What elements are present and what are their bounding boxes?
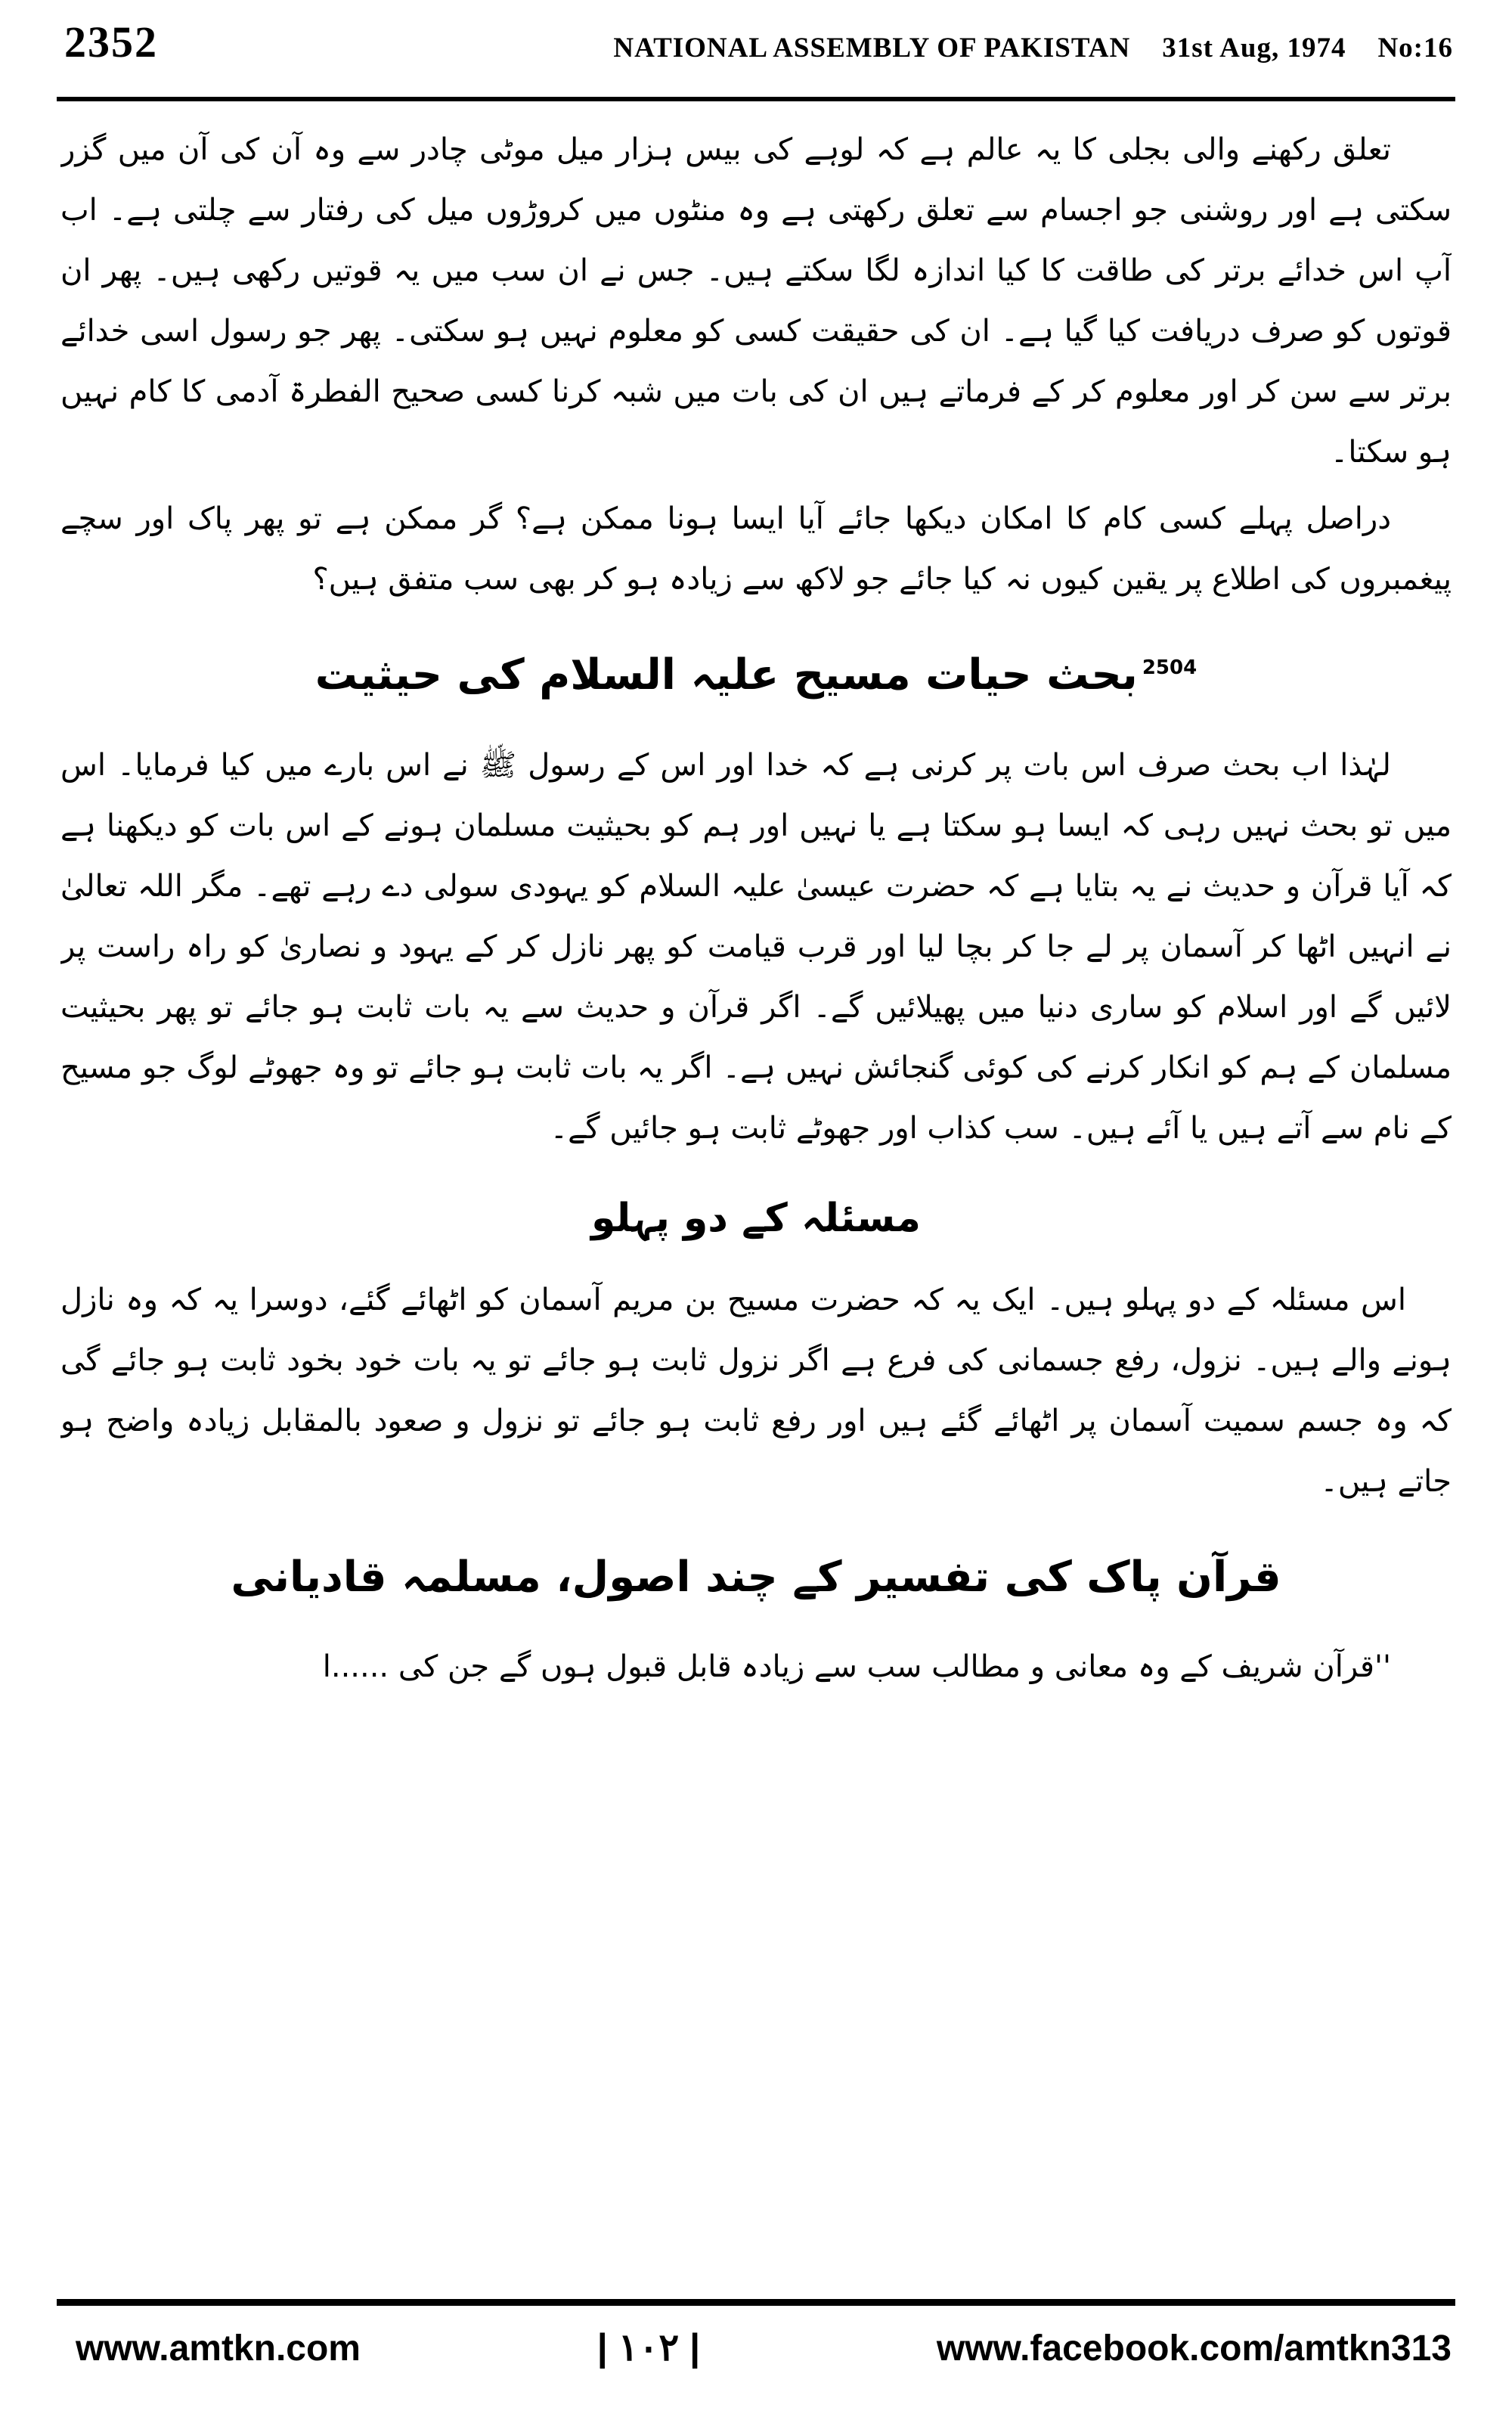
bottom-rule [57,2299,1455,2306]
paragraph-2: دراصل پہلے کسی کام کا امکان دیکھا جائے آیا ایسا ہونا ممکن ہے؟ گر ممکن ہے تو پھر پاک اور سچے پیغمبروں کی اطلاع پر یقین کیوں نہ کیا جائے جو لاکھ سے زیادہ ہو کر بھی سب متفق ہیں؟ [60,501,1452,597]
page-footer [76,2325,1452,2369]
paragraph-5: ''قرآن شریف کے وہ معانی و مطالب سب سے زیادہ قابل قبول ہوں گے جن کی ......ا [322,1649,1391,1685]
page-header [64,17,1453,67]
footer-page-number: | ۱۰۲ | [596,2326,701,2369]
heading-reference-number: 2504 [1142,656,1198,680]
heading-text: بحث حیات مسیح علیہ السلام کی حیثیت [314,650,1138,700]
heading-text: قرآن پاک کی تفسیر کے چند اصول، مسلمہ قادیانی [231,1552,1281,1602]
heading-text: مسئلہ کے دو پہلو [591,1195,921,1241]
section-heading-masih-hayat [60,641,1452,709]
header-title: NATIONAL ASSEMBLY OF PAKISTAN [613,33,1131,64]
footer-facebook-url: www.facebook.com/amtkn313 [936,2328,1452,2369]
top-rule [57,97,1455,101]
paragraph-4: اس مسئلہ کے دو پہلو ہیں۔ ایک یہ کہ حضرت مسیح بن مریم آسمان کو اٹھائے گئے، دوسرا یہ کہ وہ نازل ہونے والے ہیں۔ نزول، رفع جسمانی کی فرع ہے اگر نزول ثابت ہو جائے تو یہ بات خود بخود ثابت ہو جائے گی کہ وہ جسم سمیت آسمان پر اٹھائے گئے ہیں اور رفع ثابت ہو جائے تو نزول و صعود بالمقابل زیادہ واضح ہو جاتے ہیں۔ [60,1282,1452,1499]
section-heading-do-pehlu [60,1187,1452,1250]
paragraph-3: لہٰذا اب بحث صرف اس بات پر کرنی ہے کہ خدا اور اس کے رسول ﷺ نے اس بارے میں کیا فرمایا۔ اس میں تو بحث نہیں رہی کہ ایسا ہو سکتا ہے یا نہیں اور ہم کو بحیثیت مسلمان ہونے کے اس بات کو دیکھنا ہے کہ آیا قرآن و حدیث نے یہ بتایا ہے کہ حضرت عیسیٰ علیہ السلام کو یہودی سولی دے رہے تھے۔ مگر اللہ تعالیٰ نے انہیں اٹھا کر آسمان پر لے جا کر بچا لیا اور قرب قیامت کو پھر نازل کر کے یہود و نصاریٰ کو راہ راست پر لائیں گے اور اسلام کو ساری دنیا میں پھیلائیں گے۔ اگر قرآن و حدیث سے یہ بات ثابت ہو جائے تو پھر بحیثیت مسلمان کے ہم کو انکار کرنے کی کوئی گنجائش نہیں ہے۔ اگر یہ بات ثابت ہو جائے تو وہ جھوٹے لوگ جو مسیح کے نام سے آتے ہیں یا آئے ہیں۔ سب کذاب اور جھوٹے ثابت ہو جائیں گے۔ [60,747,1452,1146]
header-title-group [613,32,1453,64]
section-heading-tafsir-usool [60,1544,1452,1612]
header-issue-number: No:16 [1377,33,1453,64]
document-body [60,119,1452,2284]
header-date: 31st Aug, 1974 [1162,33,1346,64]
page-number: 2352 [64,17,158,67]
footer-website-url: www.amtkn.com [76,2328,361,2369]
paragraph-1: تعلق رکھنے والی بجلی کا یہ عالم ہے کہ لوہے کی بیس ہزار میل موٹی چادر سے وہ آن کی آن میں گزر سکتی ہے اور روشنی جو اجسام سے تعلق رکھتی ہے وہ منٹوں میں کروڑوں میل کی رفتار سے چلتی ہے۔ اب آپ اس خدائے برتر کی طاقت کا کیا اندازہ لگا سکتے ہیں۔ جس نے ان سب میں یہ قوتیں رکھی ہیں۔ پھر ان قوتوں کو صرف دریافت کیا گیا ہے۔ ان کی حقیقت کسی کو معلوم نہیں ہو سکتی۔ پھر جو رسول اسی خدائے برتر سے سن کر اور معلوم کر کے فرماتے ہیں ان کی بات میں شبہ کرنا کسی صحیح الفطرۃ آدمی کا کام نہیں ہو سکتا۔ [60,132,1452,470]
